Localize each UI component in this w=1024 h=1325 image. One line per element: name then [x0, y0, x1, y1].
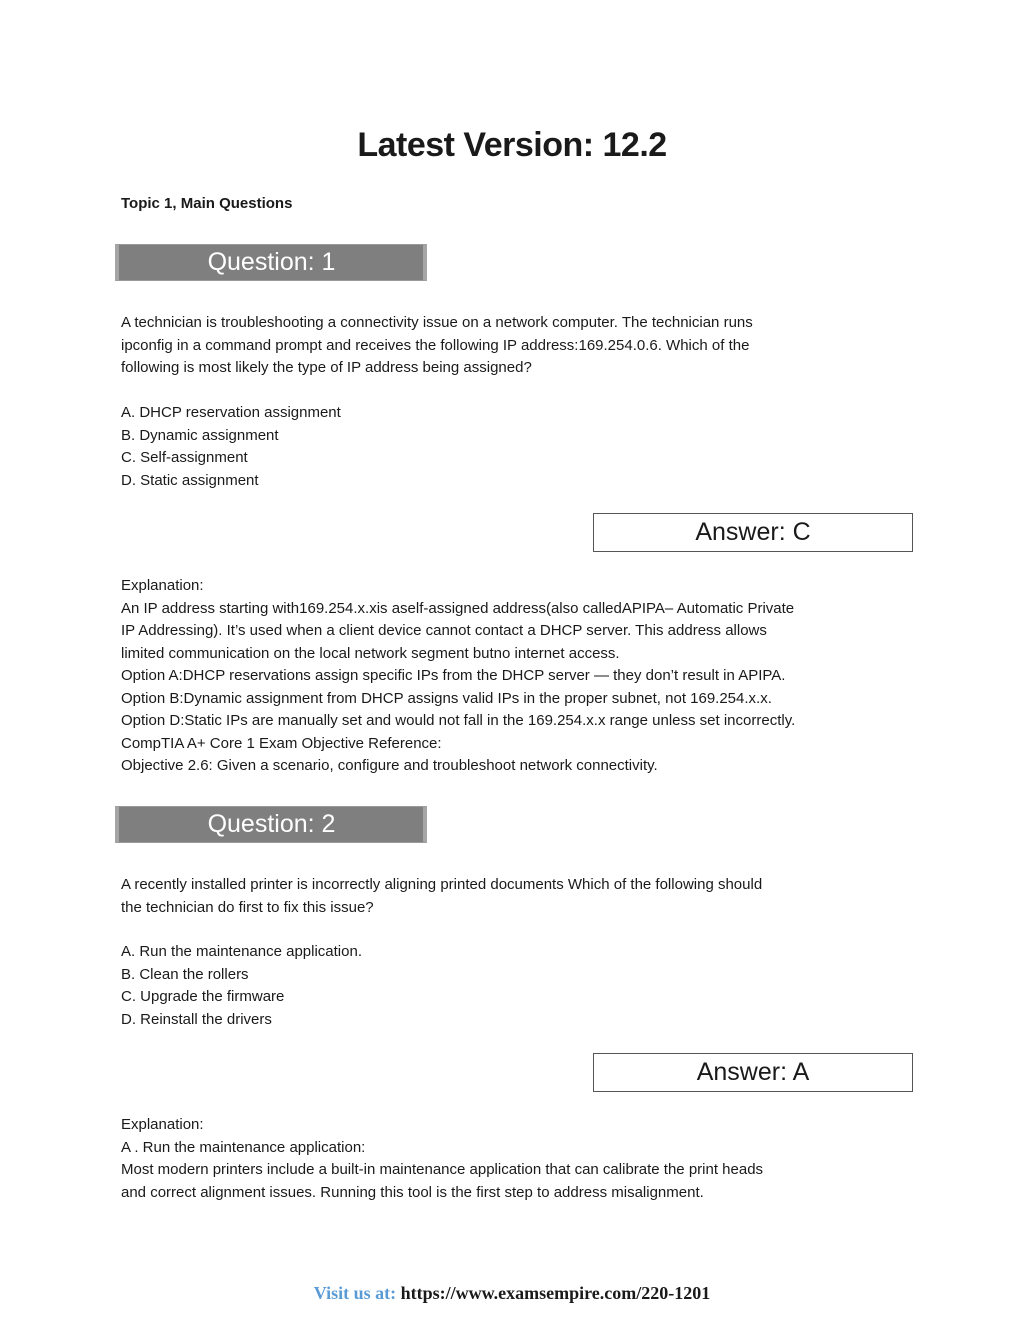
option-a: A. Run the maintenance application. — [121, 943, 362, 960]
footer-visit-label: Visit us at: — [313, 1283, 397, 1303]
question-1-header — [115, 244, 427, 281]
explanation-line: Option D:Static IPs are manually set and would not fall in the 169.254.x.x range unless set incorrectly. — [121, 712, 796, 729]
question-1-stem — [121, 312, 901, 380]
option-c: C. Self-assignment — [121, 449, 248, 466]
stem-line: ipconfig in a command prompt and receives the following IP address:169.254.0.6. Which of the — [121, 336, 750, 354]
question-2-explanation — [121, 1114, 901, 1204]
stem-line: the technician do first to fix this issue? — [121, 898, 374, 916]
explanation-line: and correct alignment issues. Running this tool is the first step to address misalignment. — [121, 1183, 704, 1201]
question-2-header — [115, 806, 427, 843]
stem-line: A technician is troubleshooting a connectivity issue on a network computer. The technician runs — [121, 314, 753, 331]
question-2-label: Question: 2 — [207, 810, 336, 838]
page-title: Latest Version: 12.2 — [357, 126, 667, 164]
explanation-line: A . Run the maintenance application: — [121, 1138, 366, 1156]
explanation-line: An IP address starting with169.254.x.xis aself-assigned address(also calledAPIPA– Automatic Private — [121, 599, 795, 617]
explanation-line: Option A:DHCP reservations assign specific IPs from the DHCP server — they don’t result in APIPA. — [121, 667, 786, 684]
question-1-answer: Answer: C — [593, 513, 913, 552]
explanation-line: Option B:Dynamic assignment from DHCP assigns valid IPs in the proper subnet, not 169.254.x.x. — [121, 689, 772, 707]
option-a: A. DHCP reservation assignment — [121, 404, 341, 421]
stem-line: A recently installed printer is incorrectly aligning printed documents Which of the following should — [121, 876, 763, 893]
stem-line: following is most likely the type of IP address being assigned? — [121, 359, 532, 376]
question-1-label: Question: 1 — [207, 248, 336, 276]
option-d: D. Reinstall the drivers — [121, 1010, 272, 1028]
topic-heading: Topic 1, Main Questions — [121, 195, 293, 212]
explanation-line: IP Addressing). It’s used when a client device cannot contact a DHCP server. This address allows — [121, 622, 767, 639]
option-c: C. Upgrade the firmware — [121, 988, 285, 1005]
option-b: B. Clean the rollers — [121, 965, 249, 983]
question-1-options — [121, 402, 901, 492]
question-1-explanation — [121, 575, 901, 778]
option-d: D. Static assignment — [121, 471, 259, 489]
question-2-answer: Answer: A — [593, 1053, 913, 1092]
explanation-line: Explanation: — [121, 577, 204, 594]
explanation-line: limited communication on the local network segment butno internet access. — [121, 644, 620, 662]
explanation-line: CompTIA A+ Core 1 Exam Objective Reference: — [121, 734, 442, 752]
explanation-line: Explanation: — [121, 1116, 204, 1133]
explanation-line: Most modern printers include a built-in maintenance application that can calibrate the print heads — [121, 1161, 764, 1178]
explanation-line: Objective 2.6: Given a scenario, configure and troubleshoot network connectivity. — [121, 757, 658, 774]
footer — [0, 1283, 1024, 1304]
footer-url-link[interactable]: https://www.examsempire.com/220-1201 — [400, 1283, 711, 1303]
question-2-stem — [121, 874, 901, 919]
question-2-options — [121, 941, 901, 1031]
option-b: B. Dynamic assignment — [121, 426, 279, 444]
